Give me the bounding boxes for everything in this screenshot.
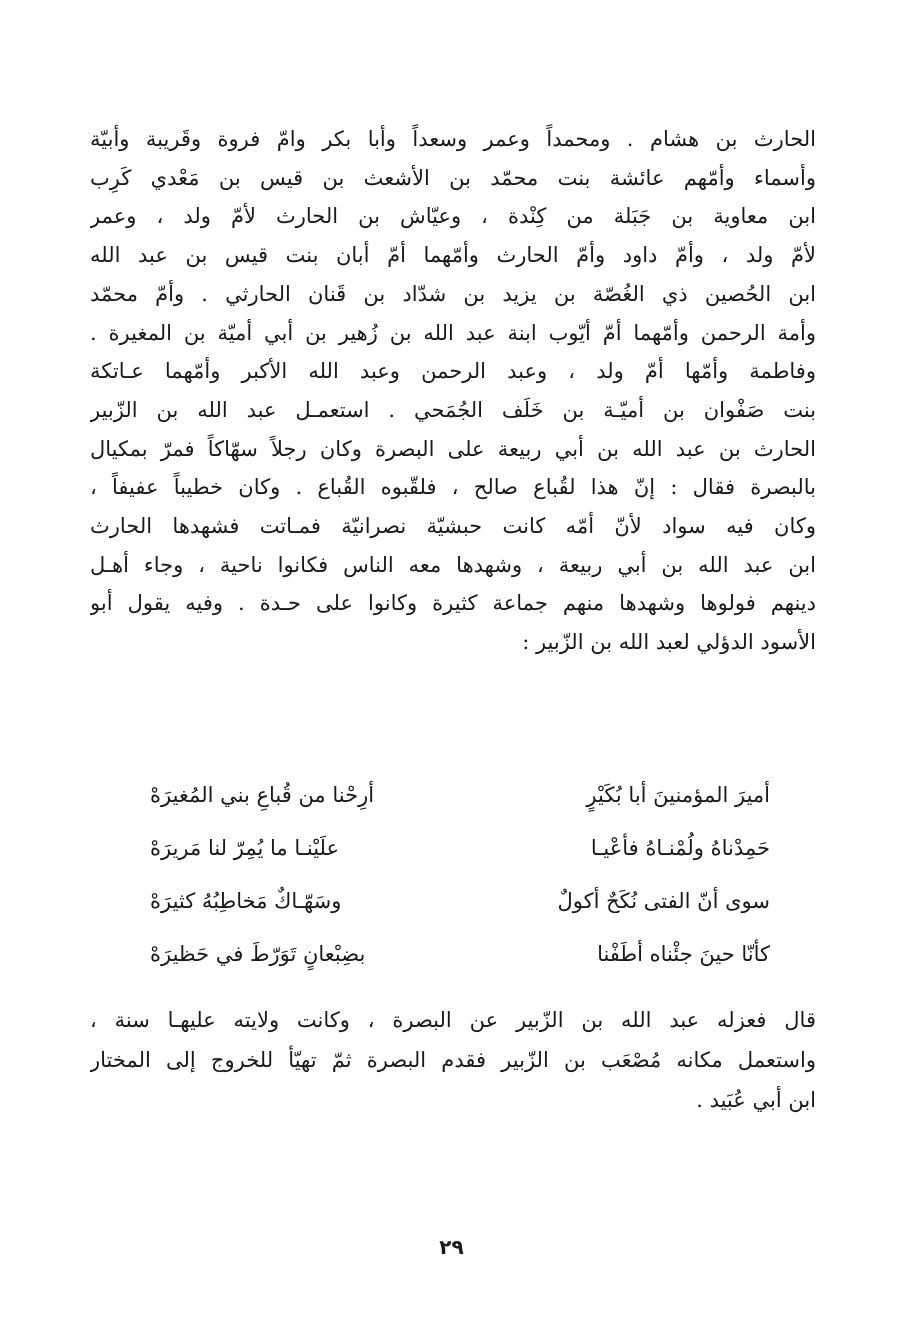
text-line: قال فعزله عبد الله بن الزّبير عن البصرة ، وكانت ولايته عليهـا سنة ، <box>90 1008 816 1032</box>
main-paragraph <box>90 120 816 662</box>
verse-first-hemistich: كأنّا حينَ جئْناه أطَفْنا <box>597 941 770 966</box>
closing-paragraph <box>90 1000 816 1120</box>
poem-verse <box>150 821 770 874</box>
text-line: ابن الحُصين ذي الغُصّة بن يزيد بن شدّاد بن قَنان الحارثي . وأمّ محمّد <box>90 281 816 306</box>
verse-second-hemistich: أرِحْنا من قُباعِ بني المُغيرَهْ <box>150 782 375 807</box>
verse-second-hemistich: وسَهّـاكٌ مَخاطِبُهُ كثيرَهْ <box>150 888 342 913</box>
poem <box>150 768 770 980</box>
text-line: الحارث بن عبد الله بن أبي ربيعة على البصرة وكان رجلاً سهّاكاً فمرّ بمكيال <box>90 436 816 461</box>
verse-first-hemistich: حَمِدْناهُ ولُمْنـاهُ فأعْيـا <box>590 835 770 860</box>
page-number: ٢٩ <box>439 1235 464 1259</box>
text-line: بالبصرة فقال : إنّ هذا لقُباع صالح ، فلقّبوه القُباع . وكان خطيباً عفيفاً ، <box>90 475 816 500</box>
text-line: وكان فيه سواد لأنّ أمّه كانت حبشيّة نصرانيّة فمـاتت فشهدها الحارث <box>90 514 816 539</box>
verse-second-hemistich: علَيْنـا ما يُمِرّ لنا مَريرَهْ <box>150 835 340 860</box>
text-line: وأمة الرحمن وأمّهما أمّ أيّوب ابنة عبد الله بن زُهير بن أبي أميّة بن المغيرة . <box>90 320 816 345</box>
verse-first-hemistich: سوى أنّ الفتى نُكَحٌ أكولٌ <box>557 888 770 913</box>
text-line: الأسود الدؤلي لعبد الله بن الزّبير : <box>522 630 816 655</box>
text-line: وفاطمة وأمّها أمّ ولد ، وعبد الرحمن وعبد الله الأكبر وأمّهما عـاتكة <box>90 359 816 384</box>
poem-verse <box>150 874 770 927</box>
text-line: ابن عبد الله بن أبي ربيعة ، وشهدها معه الناس فكانوا ناحية ، وجاء أهـل <box>90 552 816 577</box>
poem-verse <box>150 927 770 980</box>
verse-first-hemistich: أميرَ المؤمنينَ أبا بُكَيْرٍ <box>586 782 770 807</box>
text-line: ابن أبي عُبَيد . <box>696 1088 816 1112</box>
text-line: وأسماء وأمّهم عائشة بنت محمّد بن الأشعث بن قيس بن مَعْدي كَرِب <box>90 165 816 190</box>
text-line: بنت صَفْوان بن أميّـة بن خَلَف الجُمَحي . استعمـل عبد الله بن الزّبير <box>90 397 816 422</box>
verse-second-hemistich: بضِبْعانٍ تَوَرّطَ في حَظيرَهْ <box>150 941 366 966</box>
poem-verse <box>150 768 770 821</box>
text-line: الحارث بن هشام . ومحمداً وعمر وسعداً وأبا بكر وامّ فروة وقَريبة وأبيّة <box>90 127 816 151</box>
text-line: دينهم فولوها وشهدها منهم جماعة كثيرة وكانوا على حـدة . وفيه يقول أبو <box>90 591 816 616</box>
text-line: ابن معاوية بن جَبَلة من كِنْدة ، وعيّاش بن الحارث لأمّ ولد ، وعمر <box>90 204 816 229</box>
text-line: واستعمل مكانه مُصْعَب بن الزّبير فقدم البصرة ثمّ تهيّأ للخروج إلى المختار <box>90 1048 816 1072</box>
text-line: لأمّ ولد ، وأمّ داود وأمّ الحارث وأمّهما أمّ أبان بنت قيس بن عبد الله <box>90 243 816 268</box>
